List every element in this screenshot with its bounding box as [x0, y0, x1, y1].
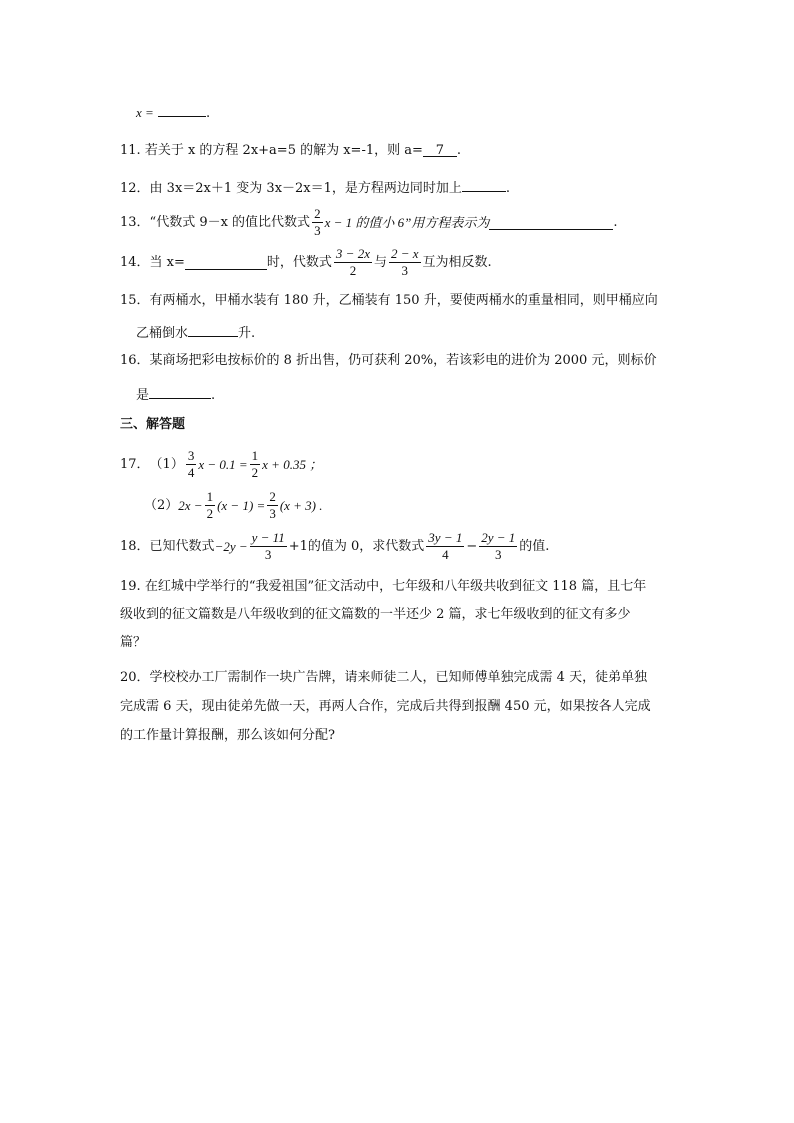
- q14-answer-blank[interactable]: [185, 255, 267, 270]
- q17-p1-fraction-a: $\frac{3}{4}$: [187, 448, 195, 480]
- q17-p2-fraction-a: $\frac{1}{2}$: [206, 489, 214, 521]
- q11-number: 11.: [120, 143, 141, 158]
- q11-answer-blank[interactable]: 7: [423, 142, 457, 157]
- q20-number: 20．: [120, 670, 150, 685]
- q13-text-pre: “代数式 9－x 的值比代数式: [149, 214, 311, 230]
- q18-number: 18．: [120, 538, 150, 554]
- q13-answer-blank[interactable]: [489, 215, 613, 230]
- q17-number: 17．: [120, 456, 150, 472]
- q14-fraction-1: $\frac{3 - 2x}{2}$: [335, 246, 370, 278]
- q10-lhs: x =: [136, 105, 154, 120]
- q18-fraction-1: $\frac{y - 11}{3}$: [251, 530, 285, 562]
- q15-number: 15．: [120, 293, 150, 308]
- q15-answer-blank[interactable]: [188, 322, 238, 337]
- q19-number: 19.: [120, 579, 141, 594]
- q18-fraction-3: $\frac{2y - 1}{3}$: [481, 530, 516, 562]
- q13-fraction: $\frac{2}{3}$: [314, 206, 321, 238]
- q14-fraction-2: $\frac{2 - x}{3}$: [390, 246, 419, 278]
- q12-text: 由 3x＝2x＋1 变为 3x－2x＝1，是方程两边同时加上: [149, 181, 462, 196]
- q14-number: 14．: [120, 254, 150, 270]
- q12-number: 12．: [120, 181, 150, 196]
- q16-answer-blank[interactable]: [149, 384, 211, 399]
- q10-answer-blank[interactable]: [158, 102, 206, 117]
- q17-p2-fraction-b: $\frac{2}{3}$: [269, 489, 276, 521]
- q11-text: 若关于 x 的方程 2x+a=5 的解为 x=-1，则 a=: [144, 143, 423, 158]
- q13-number: 13．: [120, 214, 150, 230]
- q13-text-post: x − 1 的值小 6”用方程表示为: [324, 214, 490, 230]
- q18-fraction-2: $\frac{3y - 1}{4}$: [428, 530, 463, 562]
- q12-answer-blank[interactable]: [462, 177, 506, 192]
- worksheet-page: x = . 11. 若关于 x 的方程 2x+a=5 的解为 x=-1，则 a= 7 . 12．由 3x＝2x＋1 变为 3x－2x＝1，是方程两边同时加上 . 13． “代数式 9－x 的值比代数式 $\frac{2}{3}$ x − 1 的值小 6”用方程表示为 . 14． 当 x= 时，代数式 $\frac{3 - 2x}{2}$ 与 $\frac{2 - x}{3}$ 互为相反数. 15．有两桶水，甲桶水装有 180 升，乙桶装有 150 升，要使两桶水的重量相同，则甲桶应向 乙桶倒水 升. 16．某商场把彩电按标价的 8 折出售，仍可获利 20%，若该彩电的进价为 2000 元，则标价 是 . 三、解答题 17． （1） $\frac{3}{4}$ x − 0.1 = $\frac{1}{2}$ x + 0.35 ； （2） 2x − $\frac{1}{2}$ (x − 1) = $\frac{2}{3}$ (x + 3) . 18． 已知代数式 −2y − $\frac{y - 11}{3}$ +1的值为 0，求代数式 $\frac{3y - 1}{4}$ − $\frac{2y - 1}{3}$ 的值. 19. 在红城中学举行的“我爱祖国”征文活动中，七年级和八年级共收到征文 118 篇，且七年 级收到的征文篇数是八年级收到的征文篇数的一半还少 2 篇，求七年级收到的征文有多少 篇？ 20．学校校办工厂需制作一块广告牌，请来师徒二人，已知师傅单独完成需 4 天，徒弟单独 完成需 6 天，现由徒弟先做一天，再两人合作，完成后共得到报酬 450 元，如果按各人完成 的工作量计算报酬，那么该如何分配?: [0, 0, 794, 1123]
- q16-number: 16．: [120, 353, 150, 368]
- q17-p1-fraction-b: $\frac{1}{2}$: [251, 448, 259, 480]
